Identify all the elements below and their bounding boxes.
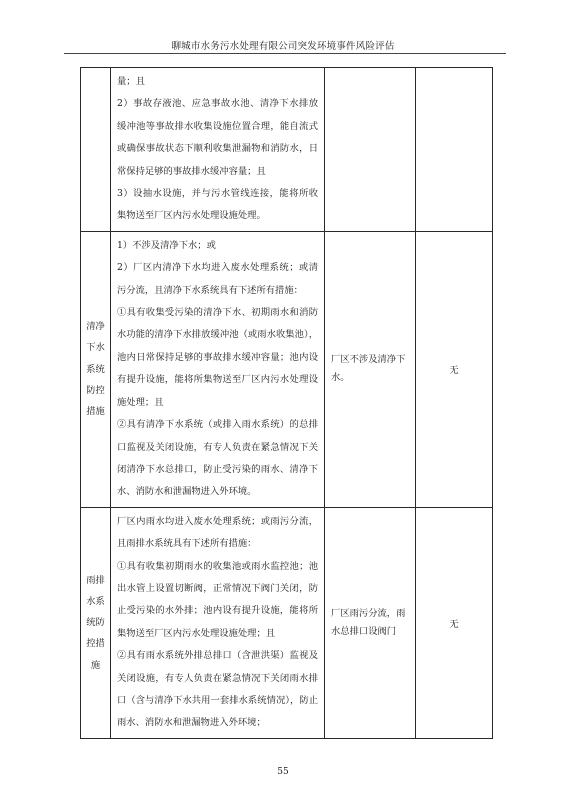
category-label-line: 防控 bbox=[86, 384, 105, 396]
table-row bbox=[81, 68, 493, 232]
table-row bbox=[81, 231, 493, 507]
header-rule bbox=[64, 53, 506, 54]
requirements-cell bbox=[111, 507, 325, 738]
category-label-line: 水系 bbox=[86, 595, 105, 607]
verdict-cell: 无 bbox=[416, 231, 493, 507]
verdict-cell bbox=[416, 68, 493, 232]
risk-assessment-table bbox=[80, 67, 493, 739]
category-label-line: 系统 bbox=[86, 363, 105, 375]
requirements-cell bbox=[111, 68, 325, 232]
category-label-line: 雨排 bbox=[86, 574, 105, 586]
page-number: 55 bbox=[277, 767, 289, 777]
requirement-line: 1）不涉及清净下水；或 bbox=[117, 239, 216, 251]
category-label-line: 清净 bbox=[86, 321, 105, 333]
requirement-line: ①具有收集初期雨水的收集池或雨水监控池；池出水管上设置切断阀，正常情况下阀门关闭，防止受污染的水外排；池内设有提升设施，能将所集物送至厂区内污水处理设施处理；且 bbox=[117, 560, 318, 639]
category-cell bbox=[81, 507, 111, 738]
category-label-line: 统防 bbox=[86, 617, 105, 629]
category-label-line: 控措 bbox=[86, 638, 105, 650]
status-cell: 厂区不涉及清净下水。 bbox=[325, 231, 416, 507]
table-row bbox=[81, 507, 493, 738]
status-cell bbox=[325, 68, 416, 232]
verdict-cell: 无 bbox=[416, 507, 493, 738]
requirement-line: ②具有清净下水系统（或排入雨水系统）的总排口监视及关闭设施，有专人负责在紧急情况下关闭清净下水总排口，防止受污染的雨水、清净下水、消防水和泄漏物进入外环境。 bbox=[117, 419, 318, 498]
category-label-line: 施 bbox=[90, 659, 101, 671]
requirements-cell bbox=[111, 231, 325, 507]
requirement-line: ①具有收集受污染的清净下水、初期雨水和消防水功能的清净下水排放缓冲池（或雨水收集池），池内日常保持足够的事故排水缓冲容量；池内设有提升设施，能将所集物送至厂区内污水处理设施处理；且 bbox=[117, 307, 318, 408]
requirement-line: 2）厂区内清净下水均进入废水处理系统；或清污分流，且清净下水系统具有下述所有措施： bbox=[117, 262, 318, 296]
requirement-line: ②具有雨水系统外排总排口（含泄洪渠）监视及关闭设施，有专人负责在紧急情况下关闭雨水排口（含与清净下水共用一套排水系统情况），防止雨水、消防水和泄漏物进入外环境； bbox=[117, 650, 318, 729]
status-cell: 厂区雨污分流，雨水总排口设阀门 bbox=[325, 507, 416, 738]
requirement-line: 量；且 bbox=[117, 76, 145, 87]
category-label-line: 措施 bbox=[86, 406, 105, 418]
requirement-line: 3）设抽水设施，并与污水管线连接，能将所收集物送至厂区内污水处理设施处理。 bbox=[117, 188, 318, 222]
category-cell bbox=[81, 68, 111, 232]
requirement-line: 2）事故存液池、应急事故水池、清净下水排放缓冲池等事故排水收集设施位置合理，能自流式或确保事故状态下顺利收集泄漏物和消防水，日常保持足够的事故排水缓冲容量；且 bbox=[117, 98, 318, 177]
requirement-line: 厂区内雨水均进入废水处理系统；或雨污分流，且雨排水系统具有下述所有措施： bbox=[117, 515, 318, 550]
category-cell bbox=[81, 231, 111, 507]
category-label-line: 下水 bbox=[86, 342, 105, 354]
page-header: 聊城市水务污水处理有限公司突发环境事件风险评估 bbox=[171, 41, 395, 52]
